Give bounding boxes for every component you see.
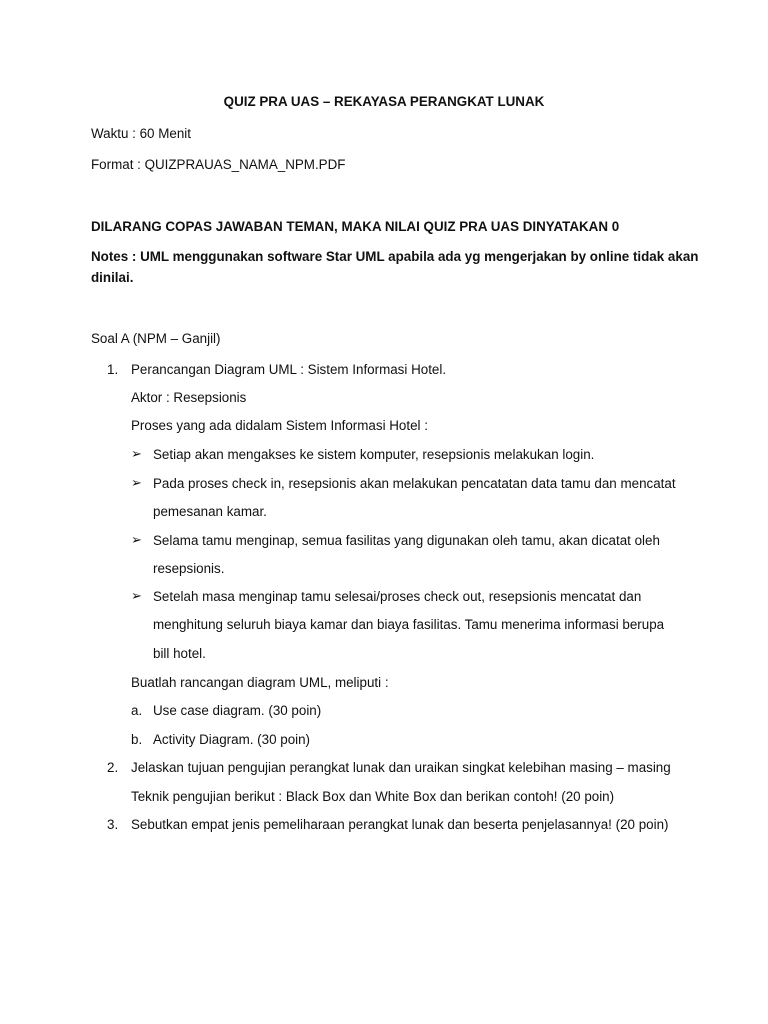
- q1-bullet-3-line-1: Selama tamu menginap, semua fasilitas yang digunakan oleh tamu, akan dicatat oleh: [153, 533, 660, 548]
- notes-line-1: Notes : UML menggunakan software Star UML apabila ada yg mengerjakan by online tidak akan: [91, 249, 699, 264]
- q1-item-b: Activity Diagram. (30 poin): [153, 732, 311, 747]
- bullet-arrow-icon: ➢: [131, 588, 142, 603]
- q1-item-a-label: a.: [131, 703, 143, 718]
- q1-item-a: Use case diagram. (30 poin): [153, 703, 322, 718]
- warning-text: DILARANG COPAS JAWABAN TEMAN, MAKA NILAI QUIZ PRA UAS DINYATAKAN 0: [91, 219, 620, 234]
- q1-proses: Proses yang ada didalam Sistem Informasi Hotel :: [131, 418, 428, 433]
- section-heading: Soal A (NPM – Ganjil): [91, 331, 221, 346]
- q1-item-b-label: b.: [131, 732, 143, 747]
- q1-bullet-1: Setiap akan mengakses ke sistem komputer, resepsionis melakukan login.: [153, 447, 595, 462]
- bullet-arrow-icon: ➢: [131, 475, 142, 490]
- q1-bullet-4-line-1: Setelah masa menginap tamu selesai/proses check out, resepsionis mencatat dan: [153, 589, 642, 604]
- file-format: Format : QUIZPRAUAS_NAMA_NPM.PDF: [91, 157, 346, 172]
- notes-line-2: dinilai.: [91, 270, 134, 285]
- bullet-arrow-icon: ➢: [131, 446, 142, 461]
- q1-bullet-2-line-2: pemesanan kamar.: [153, 504, 267, 519]
- time-limit: Waktu : 60 Menit: [91, 126, 191, 141]
- q3-number: 3.: [107, 817, 119, 832]
- page-title: QUIZ PRA UAS – REKAYASA PERANGKAT LUNAK: [223, 94, 545, 109]
- q2-line-1: Jelaskan tujuan pengujian perangkat lunak dan uraikan singkat kelebihan masing – masing: [131, 760, 671, 775]
- q1-bullet-4-line-2: menghitung seluruh biaya kamar dan biaya fasilitas. Tamu menerima informasi berupa: [153, 617, 665, 632]
- q1-bullet-2-line-1: Pada proses check in, resepsionis akan melakukan pencatatan data tamu dan mencatat: [153, 476, 676, 491]
- bullet-arrow-icon: ➢: [131, 532, 142, 547]
- q2-number: 2.: [107, 760, 119, 775]
- q1-bullet-4-line-3: bill hotel.: [153, 646, 206, 661]
- q1-number: 1.: [107, 362, 119, 377]
- q3-text: Sebutkan empat jenis pemeliharaan perangkat lunak dan beserta penjelasannya! (20 poin): [131, 817, 669, 832]
- q2-line-2: Teknik pengujian berikut : Black Box dan White Box dan berikan contoh! (20 poin): [131, 789, 615, 804]
- q1-bullet-3-line-2: resepsionis.: [153, 561, 225, 576]
- q1-text: Perancangan Diagram UML : Sistem Informasi Hotel.: [131, 362, 447, 377]
- q1-buatlah: Buatlah rancangan diagram UML, meliputi :: [131, 675, 389, 690]
- q1-aktor: Aktor : Resepsionis: [131, 390, 247, 405]
